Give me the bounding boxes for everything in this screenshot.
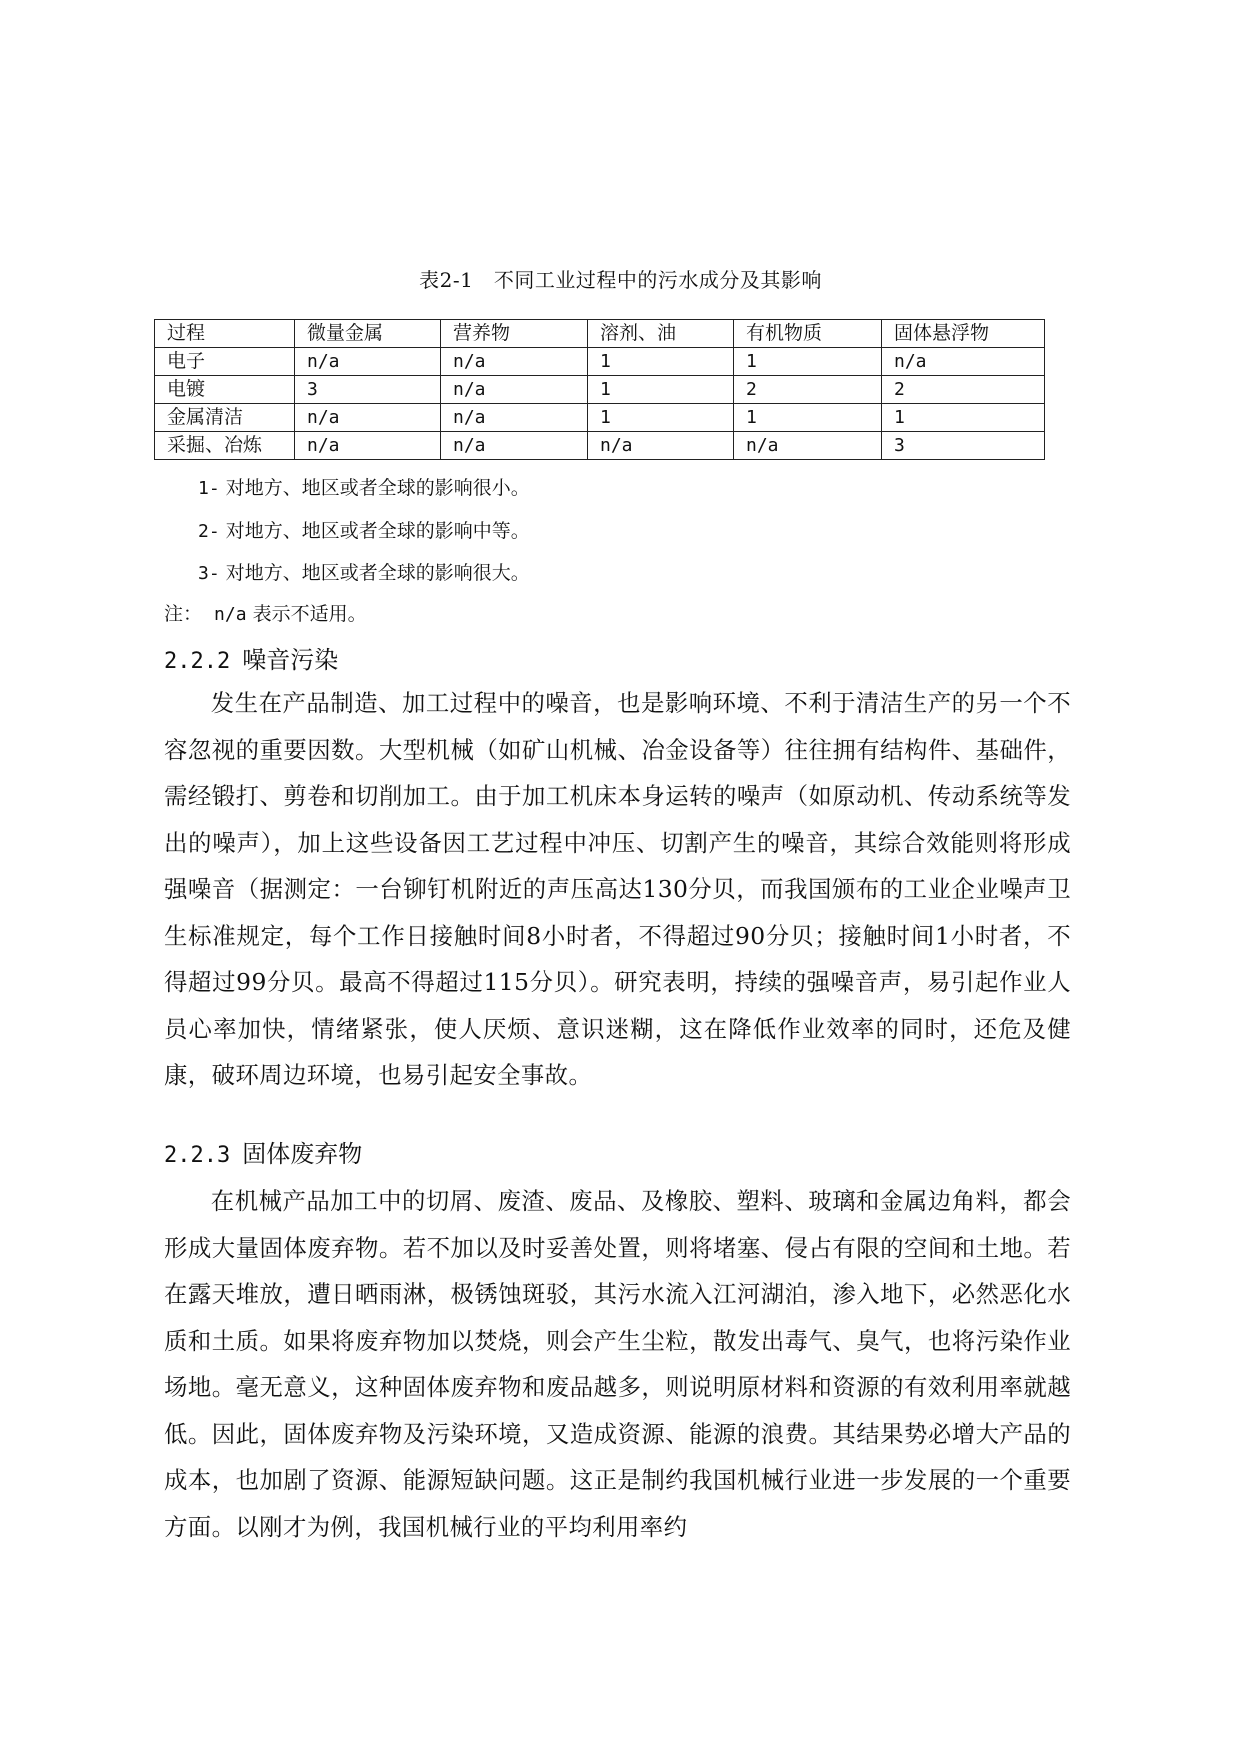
legend-text: 对地方、地区或者全球的影响很小。: [225, 477, 530, 499]
pollution-table: [154, 319, 1045, 460]
table-row: [155, 376, 1045, 404]
table-cell: n/a: [441, 348, 588, 376]
table-cell: 3: [295, 376, 441, 404]
table-cell: 2: [882, 376, 1045, 404]
section-title: 固体废弃物: [242, 1140, 363, 1168]
note-na: n/a: [214, 604, 247, 625]
table-caption: 表2-1 不同工业过程中的污水成分及其影响: [419, 268, 822, 292]
legend-text: 对地方、地区或者全球的影响中等。: [225, 520, 530, 542]
legend-number: 1-: [198, 478, 220, 499]
paragraph-solid-waste: 在机械产品加工中的切屑、废渣、废品、及橡胶、塑料、玻璃和金属边角料，都会形成大量固体废弃物。若不加以及时妥善处置，则将堵塞、侵占有限的空间和土地。若在露天堆放，遭日晒雨淋，极锈蚀斑驳，其污水流入江河湖泊，渗入地下，必然恶化水质和土质。如果将废弃物加以焚烧，则会产生尘粒，散发出毒气、臭气，也将污染作业场地。毫无意义，这种固体废弃物和废品越多，则说明原材料和资源的有效利用率就越低。因此，固体废弃物及污染环境，又造成资源、能源的浪费。其结果势必增大产品的成本，也加剧了资源、能源短缺问题。这正是制约我国机械行业进一步发展的一个重要方面。以刚才为例，我国机械行业的平均利用率约: [164, 1187, 1071, 1541]
table-cell: 1: [588, 376, 734, 404]
table-header-cell: 固体悬浮物: [882, 320, 1045, 348]
section-heading-solid-waste: [164, 1134, 362, 1169]
section-title: 噪音污染: [242, 646, 339, 674]
table-cell: 电镀: [155, 376, 295, 404]
table-row: [155, 404, 1045, 432]
table-cell: n/a: [441, 432, 588, 460]
table-cell: 1: [882, 404, 1045, 432]
table-cell: 1: [734, 404, 882, 432]
table-header-row: [155, 320, 1045, 348]
table-cell: 1: [734, 348, 882, 376]
table-cell: n/a: [295, 348, 441, 376]
table-cell: n/a: [588, 432, 734, 460]
table-cell: 采掘、冶炼: [155, 432, 295, 460]
section-heading-noise: [164, 640, 338, 675]
table-cell: n/a: [734, 432, 882, 460]
table-cell: n/a: [295, 404, 441, 432]
table-header-cell: 过程: [155, 320, 295, 348]
table-cell: 2: [734, 376, 882, 404]
table-cell: n/a: [295, 432, 441, 460]
table-row: [155, 432, 1045, 460]
table-header-cell: 溶剂、油: [588, 320, 734, 348]
table-note: [164, 599, 367, 626]
table-cell: n/a: [882, 348, 1045, 376]
table-cell: 1: [588, 404, 734, 432]
section-number: 2.2.2: [164, 649, 231, 674]
legend-text: 对地方、地区或者全球的影响很大。: [225, 562, 530, 584]
legend-item: [198, 558, 530, 585]
note-text: 表示不适用。: [252, 603, 367, 625]
table-cell: n/a: [441, 404, 588, 432]
table-header-cell: 有机物质: [734, 320, 882, 348]
table-row: [155, 348, 1045, 376]
legend-number: 3-: [198, 563, 220, 584]
table-header-cell: 营养物: [441, 320, 588, 348]
note-label: 注：: [164, 603, 203, 625]
table-cell: 电子: [155, 348, 295, 376]
legend-number: 2-: [198, 521, 220, 542]
table-cell: 3: [882, 432, 1045, 460]
section-number: 2.2.3: [164, 1143, 231, 1168]
table-cell: 1: [588, 348, 734, 376]
table-header-cell: 微量金属: [295, 320, 441, 348]
table-cell: n/a: [441, 376, 588, 404]
legend-item: [198, 516, 530, 543]
legend-item: [198, 473, 530, 500]
table-cell: 金属清洁: [155, 404, 295, 432]
paragraph-noise: 发生在产品制造、加工过程中的噪音，也是影响环境、不利于清洁生产的另一个不容忽视的重要因数。大型机械（如矿山机械、冶金设备等）往往拥有结构件、基础件，需经锻打、剪卷和切削加工。由于加工机床本身运转的噪声（如原动机、传动系统等发出的噪声），加上这些设备因工艺过程中冲压、切割产生的噪音，其综合效能则将形成强噪音（据测定：一台铆钉机附近的声压高达130分贝，而我国颁布的工业企业噪声卫生标准规定，每个工作日接触时间8小时者，不得超过90分贝；接触时间1小时者，不得超过99分贝。最高不得超过115分贝）。研究表明，持续的强噪音声，易引起作业人员心率加快，情绪紧张，使人厌烦、意识迷糊，这在降低作业效率的同时，还危及健康，破环周边环境，也易引起安全事故。: [164, 689, 1071, 1089]
